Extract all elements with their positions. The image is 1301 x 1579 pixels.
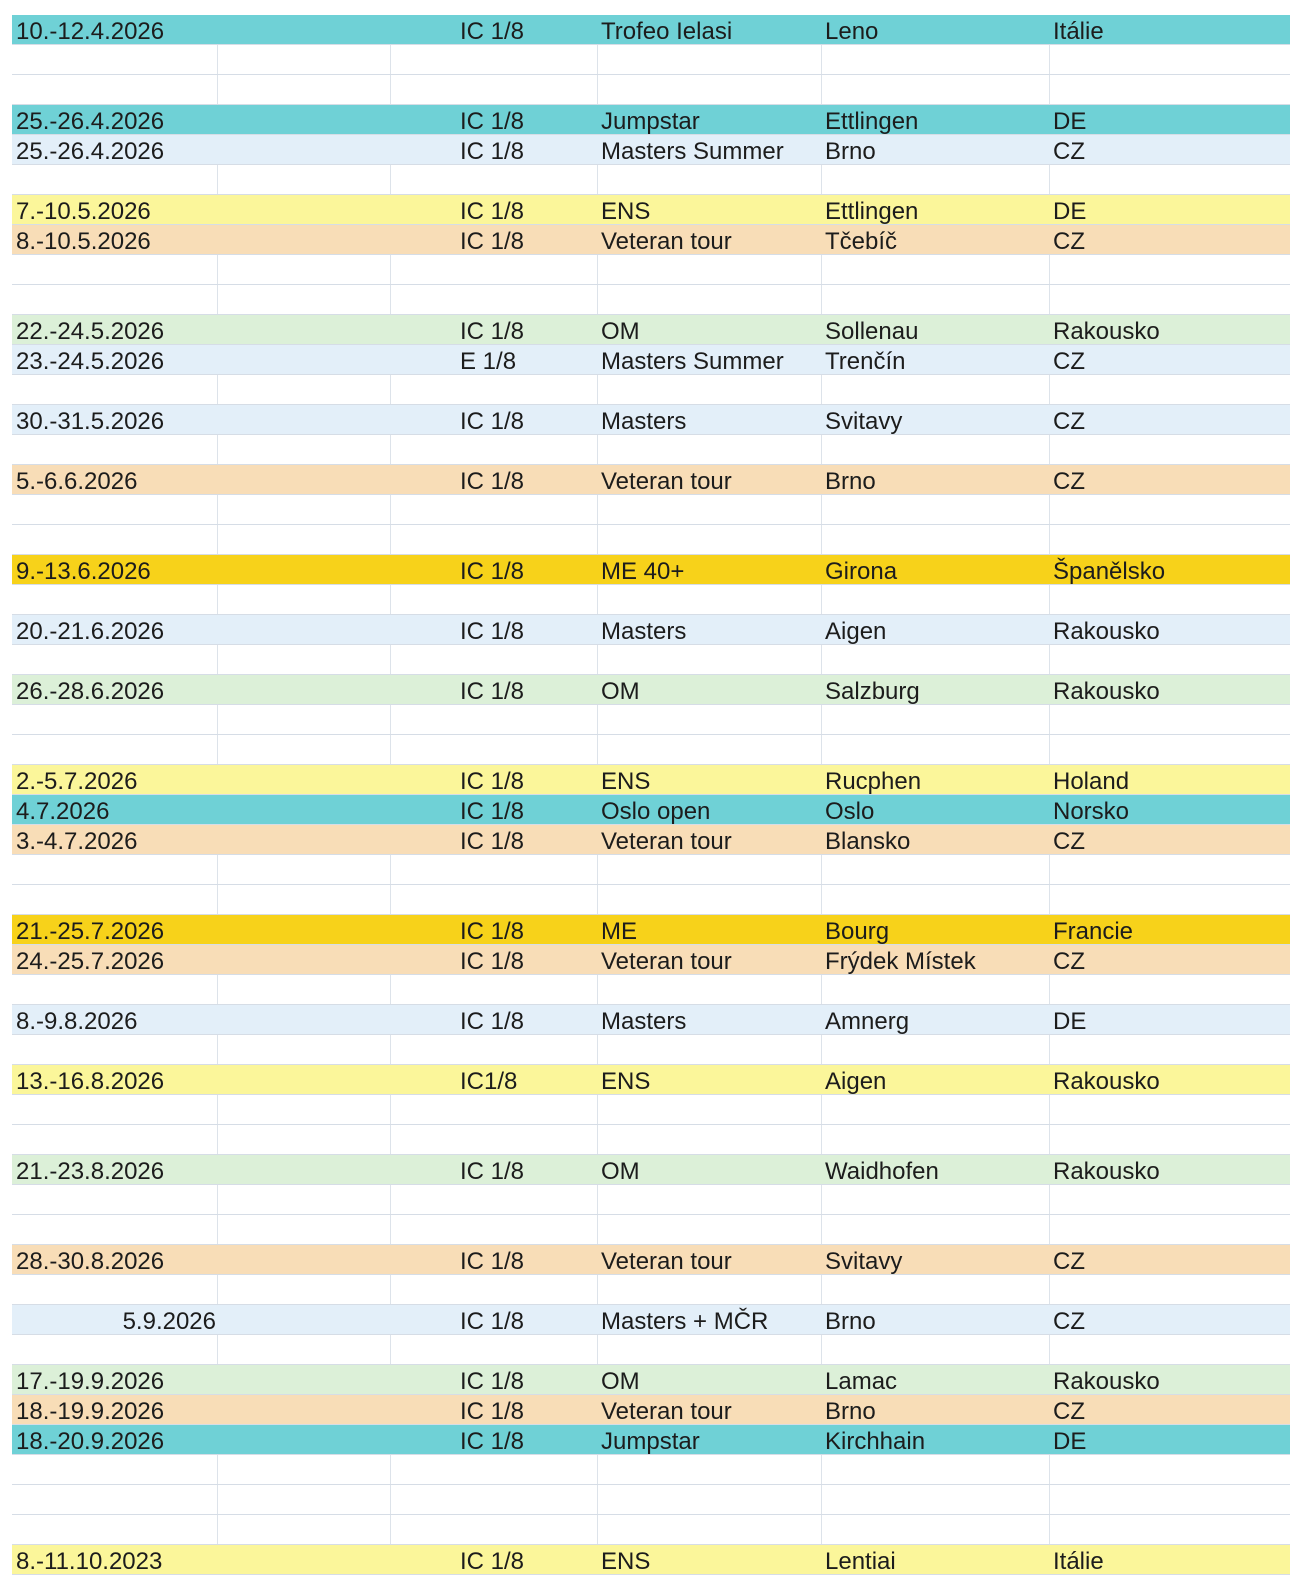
table-row	[12, 1065, 1290, 1095]
date-cell: 3.-4.7.2026	[16, 828, 138, 855]
event-cell: OM	[601, 1368, 640, 1395]
country-cell: CZ	[1053, 348, 1085, 375]
empty-row	[12, 1515, 1290, 1545]
event-cell: Masters Summer	[601, 348, 784, 375]
table-row	[12, 675, 1290, 705]
place-cell: Svitavy	[825, 408, 903, 435]
event-cell: Trofeo Ielasi	[601, 18, 733, 45]
event-cell: ENS	[601, 1548, 651, 1575]
class-cell: IC 1/8	[460, 318, 525, 345]
table-row	[12, 15, 1290, 45]
country-cell: DE	[1053, 198, 1087, 225]
place-cell: Trenčín	[825, 348, 906, 375]
country-cell: CZ	[1053, 468, 1085, 495]
empty-row	[12, 165, 1290, 195]
empty-row	[12, 255, 1290, 285]
empty-row	[12, 435, 1290, 465]
table-row	[12, 945, 1290, 975]
place-cell: Lamac	[825, 1368, 898, 1395]
date-cell: 13.-16.8.2026	[16, 1068, 165, 1095]
empty-row	[12, 645, 1290, 675]
class-cell: IC 1/8	[460, 768, 525, 795]
event-cell: Veteran tour	[601, 228, 732, 255]
class-cell: IC 1/8	[460, 1158, 525, 1185]
place-cell: Leno	[825, 18, 879, 45]
date-cell: 17.-19.9.2026	[16, 1368, 165, 1395]
country-cell: CZ	[1053, 138, 1085, 165]
place-cell: Kirchhain	[825, 1428, 926, 1455]
class-cell: IC 1/8	[460, 228, 525, 255]
country-cell: CZ	[1053, 1398, 1085, 1425]
class-cell: IC 1/8	[460, 798, 525, 825]
date-cell: 24.-25.7.2026	[16, 948, 165, 975]
table-row	[12, 135, 1290, 165]
date-cell: 7.-10.5.2026	[16, 198, 151, 225]
table-row	[12, 345, 1290, 375]
class-cell: IC 1/8	[460, 1008, 525, 1035]
country-cell: Rakousko	[1053, 1068, 1160, 1095]
event-cell: OM	[601, 318, 640, 345]
place-cell: Oslo	[825, 798, 875, 825]
place-cell: Salzburg	[825, 678, 920, 705]
empty-row	[12, 1335, 1290, 1365]
date-cell: 4.7.2026	[16, 798, 110, 825]
place-cell: Ettlingen	[825, 108, 919, 135]
place-cell: Sollenau	[825, 318, 919, 345]
empty-row	[12, 525, 1290, 555]
date-cell: 26.-28.6.2026	[16, 678, 165, 705]
event-cell: Jumpstar	[601, 1428, 700, 1455]
table-body	[12, 15, 1290, 1575]
class-cell: IC 1/8	[460, 408, 525, 435]
place-cell: Rucphen	[825, 768, 922, 795]
country-cell: Rakousko	[1053, 318, 1160, 345]
event-cell: Veteran tour	[601, 1248, 732, 1275]
class-cell: IC 1/8	[460, 1428, 525, 1455]
date-cell: 2.-5.7.2026	[16, 768, 138, 795]
country-cell: CZ	[1053, 828, 1085, 855]
event-cell: ENS	[601, 768, 651, 795]
class-cell: IC 1/8	[460, 1368, 525, 1395]
class-cell: E 1/8	[460, 348, 517, 375]
country-cell: Holand	[1053, 768, 1130, 795]
class-cell: IC 1/8	[460, 1548, 525, 1575]
table-row	[12, 1365, 1290, 1395]
event-cell: Oslo open	[601, 798, 711, 825]
table-row	[12, 315, 1290, 345]
table-row	[12, 615, 1290, 645]
date-cell: 9.-13.6.2026	[16, 558, 151, 585]
empty-row	[12, 1095, 1290, 1125]
empty-row	[12, 855, 1290, 885]
table-row	[12, 765, 1290, 795]
date-cell: 23.-24.5.2026	[16, 348, 165, 375]
date-cell: 25.-26.4.2026	[16, 108, 165, 135]
event-cell: Masters	[601, 618, 687, 645]
date-cell: 8.-11.10.2023	[16, 1548, 163, 1575]
table-row	[12, 1305, 1290, 1335]
country-cell: Itálie	[1053, 1548, 1104, 1575]
place-cell: Tčebíč	[825, 228, 898, 255]
event-cell: ENS	[601, 1068, 651, 1095]
place-cell: Frýdek Místek	[825, 948, 976, 975]
date-cell: 30.-31.5.2026	[16, 408, 165, 435]
empty-row	[12, 45, 1290, 75]
table-row	[12, 405, 1290, 435]
place-cell: Bourg	[825, 918, 890, 945]
place-cell: Blansko	[825, 828, 911, 855]
event-cell: Veteran tour	[601, 948, 732, 975]
empty-row	[12, 1485, 1290, 1515]
table-row	[12, 555, 1290, 585]
country-cell: Rakousko	[1053, 1158, 1160, 1185]
empty-row	[12, 705, 1290, 735]
country-cell: CZ	[1053, 948, 1085, 975]
empty-row	[12, 495, 1290, 525]
country-cell: Španělsko	[1053, 558, 1166, 585]
class-cell: IC 1/8	[460, 18, 525, 45]
place-cell: Amnerg	[825, 1008, 910, 1035]
event-cell: ENS	[601, 198, 651, 225]
empty-row	[12, 975, 1290, 1005]
class-cell: IC 1/8	[460, 918, 525, 945]
event-cell: ME 40+	[601, 558, 685, 585]
event-cell: OM	[601, 1158, 640, 1185]
class-cell: IC 1/8	[460, 558, 525, 585]
empty-row	[12, 735, 1290, 765]
date-cell: 18.-20.9.2026	[16, 1428, 165, 1455]
event-cell: Jumpstar	[601, 108, 700, 135]
event-cell: Masters + MČR	[601, 1308, 769, 1335]
country-cell: Rakousko	[1053, 678, 1160, 705]
table-row	[12, 195, 1290, 225]
event-cell: Masters	[601, 408, 687, 435]
spreadsheet	[12, 15, 1290, 1575]
class-cell: IC 1/8	[460, 1248, 525, 1275]
empty-row	[12, 585, 1290, 615]
place-cell: Waidhofen	[825, 1158, 939, 1185]
table-row	[12, 825, 1290, 855]
event-cell: OM	[601, 678, 640, 705]
table-row	[12, 1245, 1290, 1275]
empty-row	[12, 1035, 1290, 1065]
place-cell: Ettlingen	[825, 198, 919, 225]
class-cell: IC 1/8	[460, 138, 525, 165]
empty-row	[12, 1275, 1290, 1305]
class-cell: IC 1/8	[460, 468, 525, 495]
country-cell: DE	[1053, 1428, 1087, 1455]
table-row	[12, 225, 1290, 255]
date-cell: 5.9.2026	[122, 1308, 216, 1335]
class-cell: IC 1/8	[460, 618, 525, 645]
date-cell: 22.-24.5.2026	[16, 318, 165, 345]
event-cell: ME	[601, 918, 637, 945]
event-cell: Veteran tour	[601, 468, 732, 495]
class-cell: IC 1/8	[460, 1308, 525, 1335]
country-cell: CZ	[1053, 1248, 1085, 1275]
event-cell: Veteran tour	[601, 1398, 732, 1425]
country-cell: Itálie	[1053, 18, 1104, 45]
class-cell: IC 1/8	[460, 198, 525, 225]
empty-row	[12, 1185, 1290, 1215]
date-cell: 8.-10.5.2026	[16, 228, 151, 255]
empty-row	[12, 375, 1290, 405]
date-cell: 18.-19.9.2026	[16, 1398, 165, 1425]
table-row	[12, 915, 1290, 945]
event-cell: Masters	[601, 1008, 687, 1035]
empty-row	[12, 1125, 1290, 1155]
date-cell: 28.-30.8.2026	[16, 1248, 165, 1275]
event-cell: Masters Summer	[601, 138, 784, 165]
table-row	[12, 795, 1290, 825]
place-cell: Aigen	[825, 1068, 887, 1095]
class-cell: IC 1/8	[460, 108, 525, 135]
empty-row	[12, 1215, 1290, 1245]
place-cell: Brno	[825, 1308, 876, 1335]
date-cell: 10.-12.4.2026	[16, 18, 165, 45]
place-cell: Girona	[825, 558, 898, 585]
class-cell: IC 1/8	[460, 948, 525, 975]
date-cell: 21.-25.7.2026	[16, 918, 165, 945]
country-cell: CZ	[1053, 228, 1085, 255]
table-row	[12, 105, 1290, 135]
class-cell: IC1/8	[460, 1068, 518, 1095]
class-cell: IC 1/8	[460, 828, 525, 855]
place-cell: Brno	[825, 138, 876, 165]
event-cell: Veteran tour	[601, 828, 732, 855]
table-row	[12, 1545, 1290, 1575]
empty-row	[12, 285, 1290, 315]
class-cell: IC 1/8	[460, 678, 525, 705]
country-cell: Rakousko	[1053, 1368, 1160, 1395]
country-cell: DE	[1053, 1008, 1087, 1035]
date-cell: 25.-26.4.2026	[16, 138, 165, 165]
place-cell: Lentiai	[825, 1548, 896, 1575]
table-row	[12, 1005, 1290, 1035]
country-cell: CZ	[1053, 1308, 1085, 1335]
country-cell: CZ	[1053, 408, 1085, 435]
date-cell: 21.-23.8.2026	[16, 1158, 165, 1185]
table-row	[12, 465, 1290, 495]
class-cell: IC 1/8	[460, 1398, 525, 1425]
place-cell: Brno	[825, 1398, 876, 1425]
country-cell: Francie	[1053, 918, 1134, 945]
country-cell: Rakousko	[1053, 618, 1160, 645]
table-row	[12, 1155, 1290, 1185]
country-cell: DE	[1053, 108, 1087, 135]
place-cell: Aigen	[825, 618, 887, 645]
place-cell: Brno	[825, 468, 876, 495]
empty-row	[12, 885, 1290, 915]
country-cell: Norsko	[1053, 798, 1130, 825]
empty-row	[12, 75, 1290, 105]
place-cell: Svitavy	[825, 1248, 903, 1275]
empty-row	[12, 1455, 1290, 1485]
table-row	[12, 1395, 1290, 1425]
date-cell: 8.-9.8.2026	[16, 1008, 138, 1035]
table-row	[12, 1425, 1290, 1455]
date-cell: 20.-21.6.2026	[16, 618, 165, 645]
date-cell: 5.-6.6.2026	[16, 468, 138, 495]
